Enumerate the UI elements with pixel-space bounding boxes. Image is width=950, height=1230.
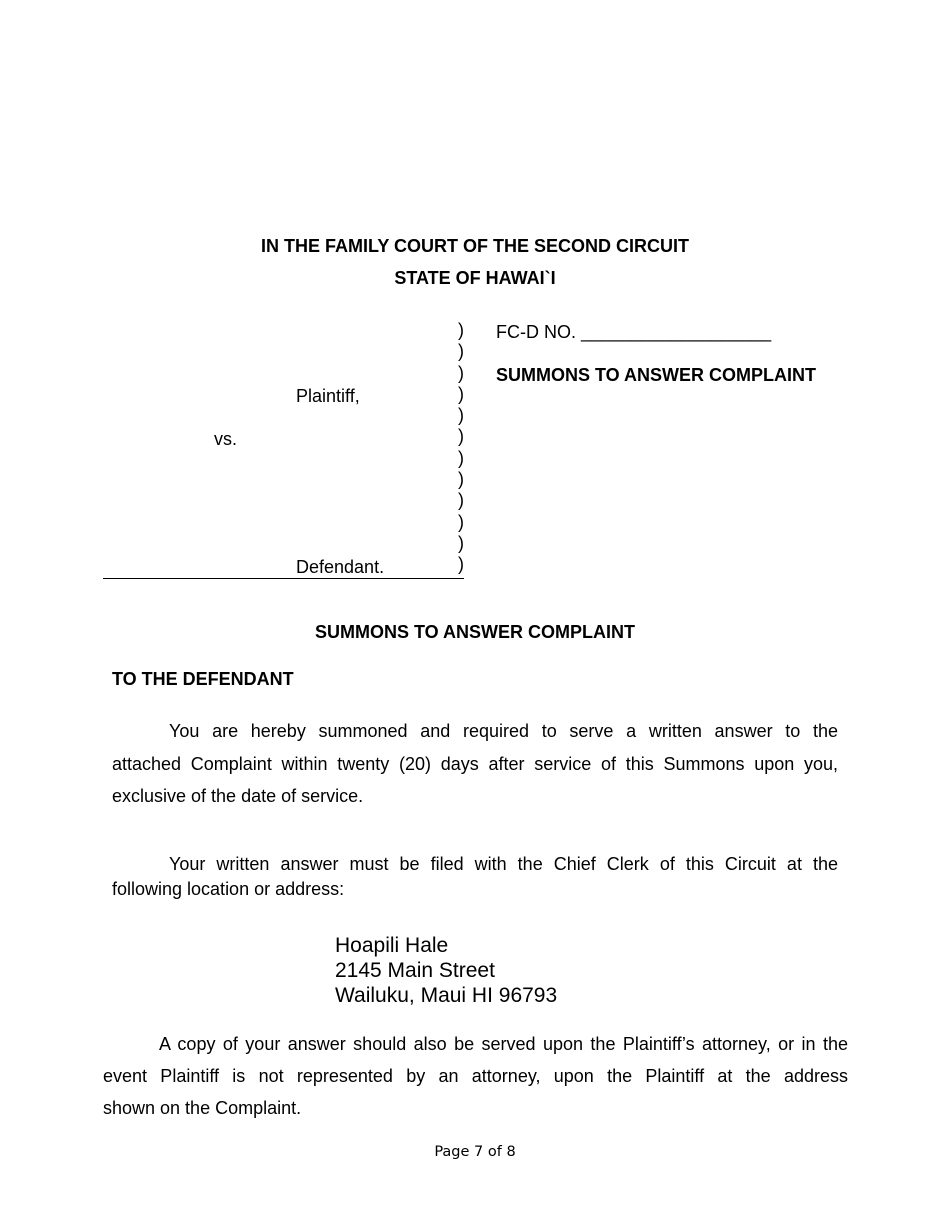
case-number-field: FC-D NO. ___________________	[496, 322, 772, 342]
court-state: STATE OF HAWAI`I	[394, 268, 556, 288]
paren: )	[458, 362, 464, 383]
para3-line1: A copy of your answer should also be served upon the Plaintiff’s attorney, or in the	[159, 1034, 848, 1054]
paren: )	[458, 490, 464, 511]
caption-document-title: SUMMONS TO ANSWER COMPLAINT	[496, 365, 816, 385]
paren: )	[458, 383, 464, 404]
paren: )	[458, 426, 464, 447]
vs-label: vs.	[214, 429, 238, 449]
para1-line3: exclusive of the date of service.	[112, 786, 364, 806]
paren: )	[458, 341, 464, 362]
para2-line1: Your written answer must be filed with the Chief Clerk of this Circuit at the	[169, 854, 838, 874]
address-city: Wailuku, Maui HI 96793	[335, 984, 558, 1007]
para3-line3: shown on the Complaint.	[103, 1098, 302, 1118]
paren: )	[458, 532, 464, 553]
court-name: IN THE FAMILY COURT OF THE SECOND CIRCUIT	[260, 236, 690, 256]
para1-line1: You are hereby summoned and required to serve a written answer to the	[169, 721, 838, 741]
paren: )	[458, 554, 464, 575]
plaintiff-label: Plaintiff,	[296, 386, 360, 406]
paren: )	[458, 469, 464, 490]
caption-paren-column	[458, 320, 474, 576]
addressee-heading: TO THE DEFENDANT	[112, 669, 294, 689]
summons-title: SUMMONS TO ANSWER COMPLAINT	[315, 622, 635, 642]
paren: )	[458, 320, 464, 340]
clerk-address	[335, 933, 557, 1008]
address-building: Hoapili Hale	[335, 934, 449, 957]
paren: )	[458, 511, 464, 532]
page-number: Page 7 of 8	[434, 1144, 516, 1160]
caption-underline	[103, 578, 464, 579]
para1-line2: attached Complaint within twenty (20) days after service of this Summons upon you,	[112, 754, 838, 774]
defendant-label: Defendant.	[296, 557, 385, 577]
para2-line2: following location or address:	[112, 879, 345, 899]
address-street: 2145 Main Street	[335, 959, 495, 982]
paren: )	[458, 405, 464, 426]
para3-line2: event Plaintiff is not represented by an attorney, upon the Plaintiff at the address	[103, 1066, 848, 1086]
paren: )	[458, 447, 464, 468]
